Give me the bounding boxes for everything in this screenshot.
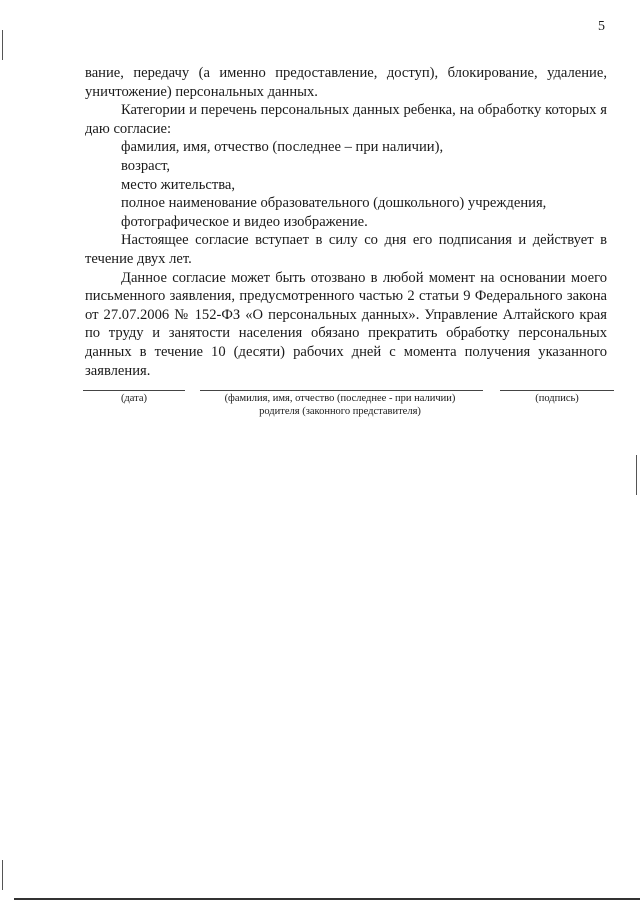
- name-label: [195, 392, 485, 418]
- right-edge-mark: [636, 455, 637, 495]
- date-label: (дата): [120, 393, 148, 404]
- name-label-line2: родителя (законного представителя): [259, 406, 421, 417]
- list-item-full-name: фамилия, имя, отчество (последнее – при наличии),: [121, 139, 444, 156]
- consent-text: [85, 64, 607, 380]
- paragraph-revocation: Данное согласие может быть отозвано в любой момент на основании моего письменного заявления, предусмотренного частью 2 статьи 9 Федерального закона от 27.07.2006 № 152-ФЗ «О персональных данных». Управление Алтайского края по труду и занятости населения обязано прекратить обработку персональных данных в течение 10 (десяти) рабочих дней с момента получения указанного заявления.: [85, 269, 607, 379]
- date-line: [83, 390, 185, 391]
- signature-label: (подпись): [535, 393, 579, 404]
- list-item-institution: полное наименование образовательного (дошкольного) учреждения,: [121, 195, 547, 212]
- list-item-age: возраст,: [121, 157, 171, 174]
- page-number: 5: [598, 19, 605, 34]
- name-line: [200, 390, 483, 391]
- paragraph-validity: Настоящее согласие вступает в силу со дня его подписания и действует в течение двух лет.: [85, 232, 607, 267]
- paragraph-processing-actions: вание, передачу (а именно предоставление, доступ), блокирование, удаление, уничтожение) персональных данных.: [85, 65, 607, 100]
- list-item-residence: место жительства,: [121, 176, 236, 193]
- page-bottom-border: [14, 898, 640, 900]
- paragraph-data-categories: Категории и перечень персональных данных ребенка, на обработку которых я даю согласие:: [85, 102, 607, 137]
- left-edge-mark: [2, 30, 3, 60]
- left-edge-mark-bottom: [2, 860, 3, 890]
- signature-line: [500, 390, 614, 391]
- name-label-line1: (фамилия, имя, отчество (последнее - при наличии): [224, 393, 456, 404]
- list-item-photo-video: фотографическое и видео изображение.: [121, 213, 368, 230]
